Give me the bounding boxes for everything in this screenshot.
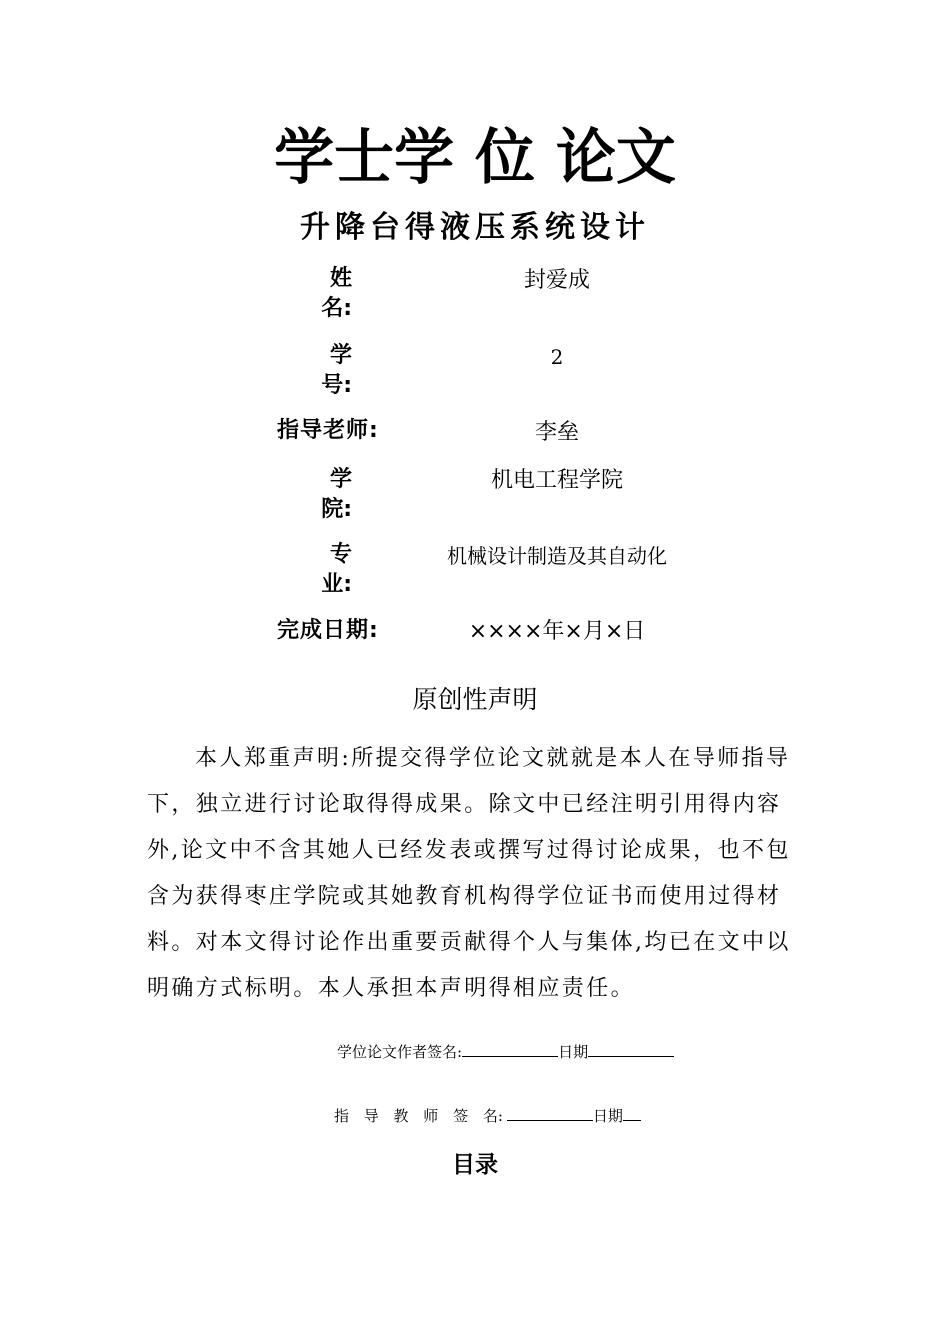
author-date-blank[interactable] (588, 1040, 674, 1057)
major-value: 机械设计制造及其自动化 (447, 544, 667, 568)
student-id-label: 学号: (321, 343, 352, 398)
author-signature-blank[interactable] (462, 1040, 558, 1057)
name-label: 姓名: (321, 266, 352, 321)
student-id-value: 2 (550, 345, 564, 369)
toc-title: 目录 (452, 1152, 498, 1178)
advisor-signature-blank[interactable] (507, 1104, 593, 1121)
major-label: 专业: (321, 542, 352, 597)
advisor-label: 指导老师: (277, 418, 379, 443)
thesis-subtitle: 升降台得液压系统设计 (300, 210, 650, 245)
author-signature-label: 学位论文作者签名: (337, 1043, 463, 1061)
declaration-body: 本人郑重声明:所提交得学位论文就就是本人在导师指导下，独立进行讨论取得得成果。除文中已经注明引用得内容外,论文中不含其她人已经发表或撰写过得讨论成果，也不包含为获得枣庄学院或其她教育机构得学位证书而使用过得材料。对本文得讨论作出重要贡献得个人与集体,均已在文中以明确方式标明。本人承担本声明得相应责任。 (147, 746, 791, 1001)
college-label: 学院: (321, 467, 352, 522)
declaration-title: 原创性声明 (412, 685, 538, 714)
college-value: 机电工程学院 (490, 468, 623, 493)
advisor-signature-label: 指 导 教 师 签 名: (334, 1107, 503, 1125)
completion-date-value: ××××年×月×日 (468, 619, 646, 644)
thesis-title: 学士学 位 论文 (274, 123, 676, 193)
completion-date-label: 完成日期: (277, 618, 379, 643)
advisor-date-blank[interactable] (623, 1104, 641, 1121)
name-value: 封爱成 (523, 268, 590, 293)
author-date-label: 日期 (558, 1043, 589, 1061)
advisor-signature-line (334, 1104, 641, 1128)
advisor-date-label: 日期 (592, 1107, 623, 1125)
advisor-value: 李垒 (534, 420, 579, 445)
author-signature-line (337, 1040, 674, 1064)
